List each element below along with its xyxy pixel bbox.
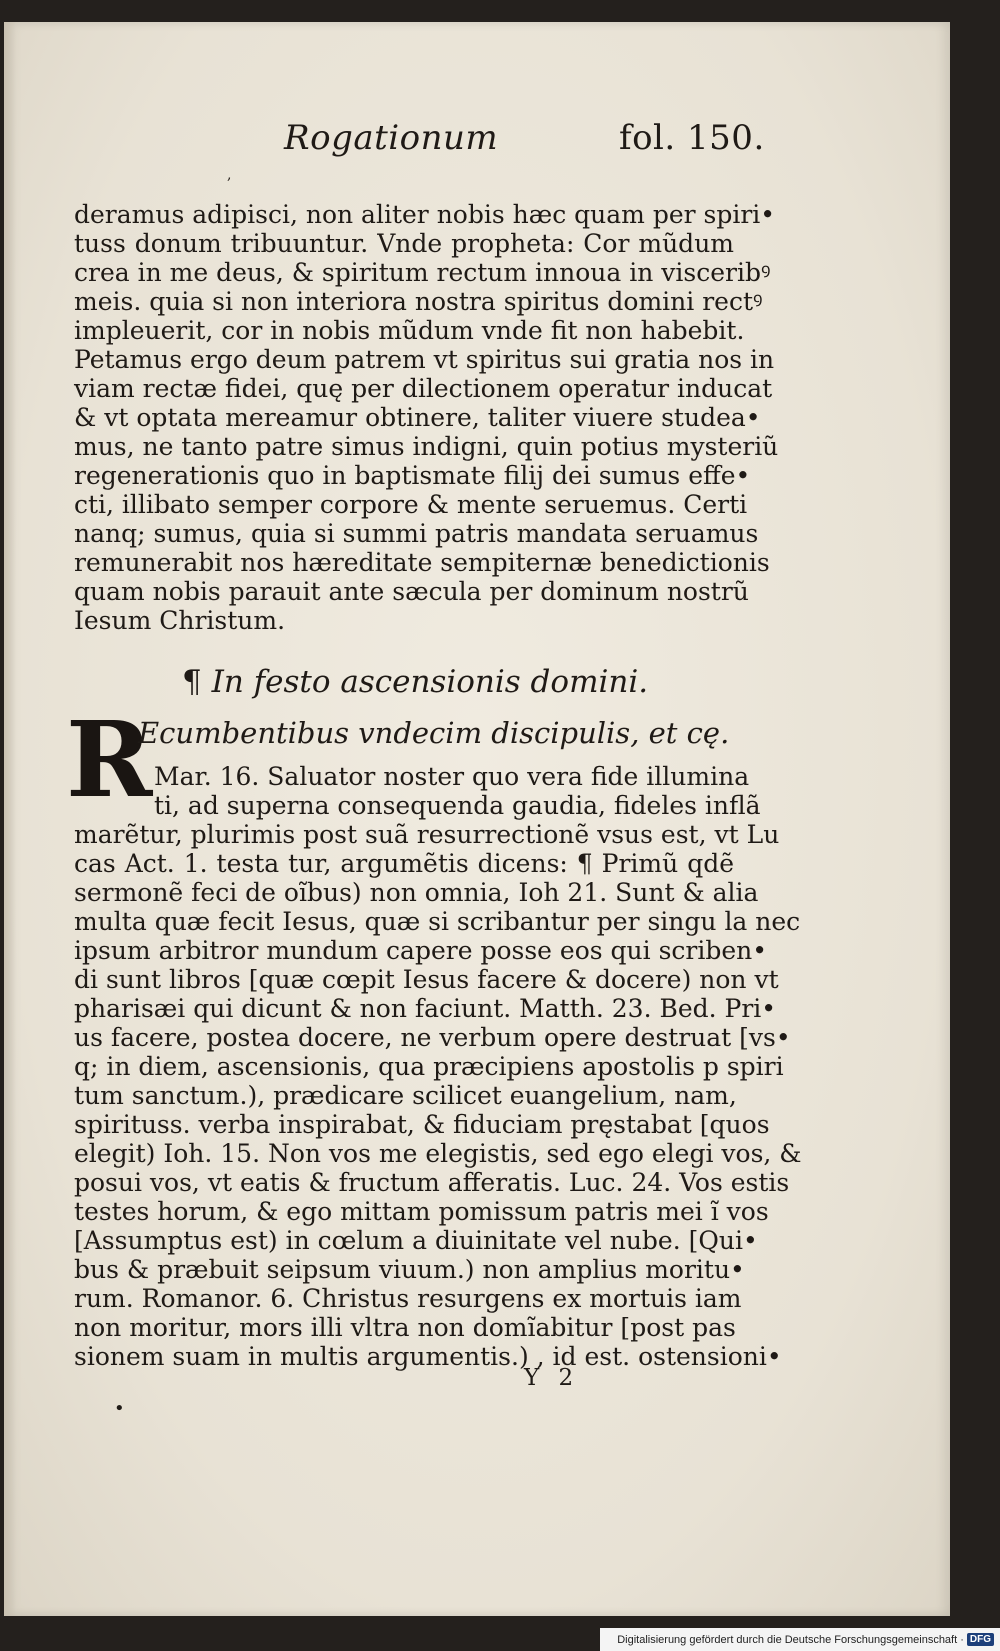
text-line: impleuerit, cor in nobis mũdum vnde fit non habebit. <box>74 316 745 345</box>
text-line: quam nobis parauit ante sæcula per dominum nostrũ <box>74 577 749 606</box>
decorated-initial: R <box>66 698 153 821</box>
text-line: bus & præbuit seipsum viuum.) non amplius moritu• <box>74 1255 745 1284</box>
text-line: sermonẽ feci de oĩbus) non omnia, Ioh 21. Sunt & alia <box>74 878 759 907</box>
text-line: sionem suam in multis argumentis.) , id est. ostensioni• <box>74 1342 782 1371</box>
text-line: & vt optata mereamur obtinere, taliter viuere studea• <box>74 403 761 432</box>
page-gutter-shadow <box>4 22 16 1616</box>
text-line: Iesum Christum. <box>74 606 286 635</box>
paragraph-ascension-indented <box>154 762 761 820</box>
text-line: ipsum arbitror mundum capere posse eos qui scriben• <box>74 936 767 965</box>
digitization-credit: Digitalisierung gefördert durch die Deutsche Forschungsgemeinschaft · <box>617 1633 964 1646</box>
text-line: us facere, postea docere, ne verbum opere destruat [vs• <box>74 1023 791 1052</box>
section-heading <box>182 664 648 700</box>
text-line: marẽtur, plurimis post suã resurrectionẽ vsus est, vt Lu <box>74 820 780 849</box>
text-line: nanq; sumus, quia si summi patris mandata seruamus <box>74 519 759 548</box>
text-line: di sunt libros [quæ cœpit Iesus facere & docere) non vt <box>74 965 779 994</box>
text-line: spirituss. verba inspirabat, & fiduciam pręstabat [quos <box>74 1110 770 1139</box>
text-line: pharisæi qui dicunt & non faciunt. Matth. 23. Bed. Pri• <box>74 994 777 1023</box>
text-line: Petamus ergo deum patrem vt spiritus sui gratia nos in <box>74 345 775 374</box>
paragraph-ascension <box>74 820 802 1371</box>
scan-bottom-edge <box>0 1616 1000 1628</box>
text-line: elegit) Ioh. 15. Non vos me elegistis, sed ego elegi vos, & <box>74 1139 802 1168</box>
text-line: multa quæ fecit Iesus, quæ si scribantur per singu la nec <box>74 907 801 936</box>
pilcrow-mark: ¶ <box>182 664 202 700</box>
text-line: rum. Romanor. 6. Christus resurgens ex mortuis iam <box>74 1284 742 1313</box>
dfg-logo: DFG <box>967 1633 994 1646</box>
text-line: cti, illibato semper corpore & mente seruemus. Certi <box>74 490 748 519</box>
digitization-credit-bar <box>600 1628 1000 1651</box>
signature-mark: Y 2 <box>524 1365 580 1391</box>
text-line: mus, ne tanto patre simus indigni, quin potius mysteriũ <box>74 432 779 461</box>
gospel-incipit: Ecumbentibus vndecim discipulis, et cę. <box>138 716 730 750</box>
text-line: tum sanctum.), prædicare scilicet euangelium, nam, <box>74 1081 737 1110</box>
printer-tick-mark: , <box>227 167 232 183</box>
text-line: Mar. 16. Saluator noster quo vera fide illumina <box>154 762 750 791</box>
folio-number: fol. 150. <box>619 118 765 158</box>
text-line: tuss donum tribuuntur. Vnde propheta: Cor mũdum <box>74 229 734 258</box>
text-line: posui vos, vt eatis & fructum afferatis. Luc. 24. Vos estis <box>74 1168 790 1197</box>
text-line: deramus adipisci, non aliter nobis hæc quam per spiri• <box>74 200 776 229</box>
running-title: Rogationum <box>284 118 499 158</box>
text-line: meis. quia si non interiora nostra spiritus domini rectꝰ <box>74 287 763 316</box>
text-line: remunerabit nos hæreditate sempiternæ benedictionis <box>74 548 770 577</box>
paragraph-rogationum <box>74 200 779 635</box>
text-line: viam rectæ fidei, quę per dilectionem operatur inducat <box>74 374 773 403</box>
text-line: non moritur, mors illi vltra non domĩabitur [post pas <box>74 1313 736 1342</box>
text-line: cas Act. 1. testa tur, argumẽtis dicens: ¶ Primũ qdẽ <box>74 849 734 878</box>
text-line: regenerationis quo in baptismate filij dei sumus effe• <box>74 461 751 490</box>
text-line: testes horum, & ego mittam pomissum patris mei ĩ vos <box>74 1197 769 1226</box>
book-page <box>4 22 950 1616</box>
text-line: ti, ad superna consequenda gaudia, fideles inflã <box>154 791 761 820</box>
text-line: crea in me deus, & spiritum rectum innoua in visceribꝰ <box>74 258 771 287</box>
text-line: [Assumptus est) in cœlum a diuinitate vel nube. [Qui• <box>74 1226 758 1255</box>
text-line: q; in diem, ascensionis, qua præcipiens apostolis p spiri <box>74 1052 784 1081</box>
margin-dot: • <box>114 1398 125 1419</box>
section-heading-text: In festo ascensionis domini. <box>211 664 649 700</box>
